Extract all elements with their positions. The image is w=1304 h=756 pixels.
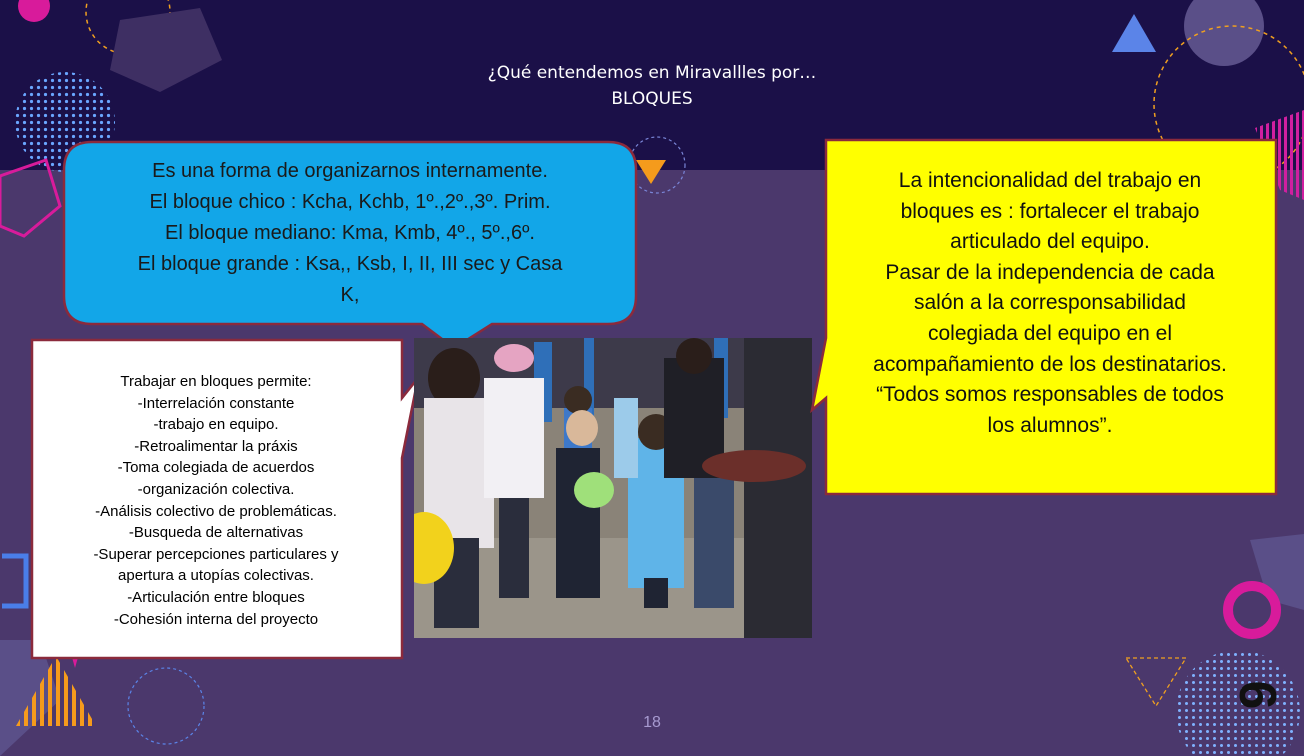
white-line: -Análisis colectivo de problemáticas. (95, 502, 337, 520)
title-line-1: ¿Qué entendemos en Miravallles por… (487, 63, 817, 83)
white-line: -Retroalimentar la práxis (134, 437, 298, 455)
blue-line: El bloque mediano: Kma, Kmb, 4º., 5º.,6º. (165, 222, 535, 244)
yellow-line: “Todos somos responsables de todos (876, 383, 1224, 407)
blue-line: K, (340, 284, 360, 306)
white-line: -trabajo en equipo. (153, 416, 279, 434)
white-line: -Busqueda de alternativas (128, 524, 304, 542)
white-bubble-text (36, 371, 396, 630)
blue-line: El bloque grande : Ksa,, Ksb, I, II, III sec y Casa (137, 253, 563, 275)
orange-triangle (636, 160, 666, 184)
classroom-photo (414, 338, 812, 638)
blue-line: Es una forma de organizarnos internamente. (152, 160, 548, 182)
white-line: -Cohesión interna del proyecto (113, 610, 319, 628)
yellow-bubble-text (830, 166, 1270, 441)
magenta-ring (1228, 586, 1276, 634)
side-number: 6 (1228, 680, 1286, 710)
white-line: -Superar percepciones particulares y (93, 545, 339, 563)
page-number: 18 (643, 714, 661, 731)
yellow-line: articulado del equipo. (950, 230, 1150, 254)
yellow-line: colegiada del equipo en el (927, 321, 1173, 345)
white-line: -Interrelación constante (137, 394, 295, 412)
yellow-line: La intencionalidad del trabajo en (898, 169, 1202, 192)
white-line: -Articulación entre bloques (127, 588, 305, 606)
white-line: Trabajar en bloques permite: (120, 373, 312, 390)
magenta-dot (18, 0, 50, 22)
yellow-line: bloques es : fortalecer el trabajo (900, 199, 1200, 223)
yellow-line: Pasar de la independencia de cada (885, 260, 1215, 284)
triangle-up (1112, 14, 1156, 52)
slide-title (352, 60, 952, 112)
yellow-line: los alumnos”. (987, 413, 1113, 437)
yellow-line: salón a la corresponsabilidad (913, 291, 1186, 315)
blue-bubble-text (70, 156, 630, 311)
yellow-line: acompañamiento de los destinatarios. (873, 352, 1227, 376)
title-line-2: BLOQUES (611, 89, 693, 109)
white-line: -organización colectiva. (137, 480, 295, 498)
white-line: -Toma colegiada de acuerdos (117, 459, 315, 477)
blue-line: El bloque chico : Kcha, Kchb, 1º.,2º.,3º. Prim. (149, 191, 551, 213)
white-line: apertura a utopías colectivas. (118, 567, 314, 585)
